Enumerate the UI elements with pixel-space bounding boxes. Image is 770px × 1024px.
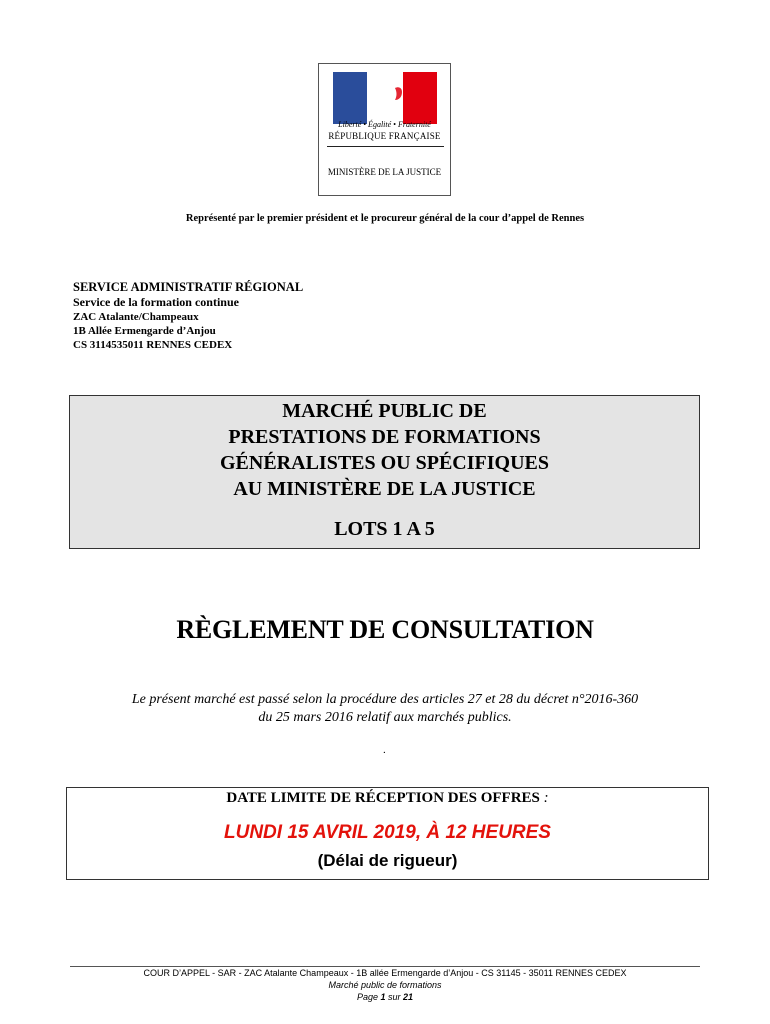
- logo-motto: Liberté • Égalité • Fraternité: [338, 120, 431, 129]
- page-current: 1: [380, 992, 386, 1002]
- procedure-line-2: du 25 mars 2016 relatif aux marchés publics.: [258, 710, 512, 725]
- address-city: CS 3114535011 RENNES CEDEX: [73, 339, 233, 351]
- page-total: 21: [403, 992, 414, 1002]
- stray-dot: .: [383, 744, 386, 756]
- address-department: Service de la formation continue: [73, 295, 239, 309]
- footer-subtitle: Marché public de formations: [328, 980, 442, 990]
- contract-title-line: PRESTATIONS DE FORMATIONS: [228, 426, 541, 448]
- address-service: SERVICE ADMINISTRATIF RÉGIONAL: [73, 280, 304, 294]
- lots-label: LOTS 1 A 5: [334, 518, 435, 540]
- address-zone: ZAC Atalante/Champeaux: [73, 311, 199, 323]
- contract-title-line: AU MINISTÈRE DE LA JUSTICE: [233, 478, 536, 500]
- deadline-colon: :: [543, 790, 549, 806]
- page-footer: [0, 967, 770, 1003]
- procedure-line-1: Le présent marché est passé selon la procédure des articles 27 et 28 du décret n°2016-360: [131, 692, 639, 707]
- deadline-note: (Délai de rigueur): [317, 851, 458, 870]
- deadline-label: [67, 790, 708, 807]
- contract-title-line: MARCHÉ PUBLIC DE: [282, 400, 487, 422]
- contract-title-box: [69, 395, 700, 549]
- ministry-logo: [318, 63, 451, 196]
- page-word: Page: [356, 992, 378, 1002]
- sender-address: [73, 280, 303, 352]
- page-of: sur: [388, 992, 401, 1002]
- logo-divider: [327, 146, 444, 147]
- procedure-text: [0, 691, 770, 727]
- represented-by-line: Représenté par le premier président et le procureur général de la cour d’appel de Rennes: [185, 213, 585, 224]
- deadline-box: [66, 787, 709, 880]
- contract-title-line: GÉNÉRALISTES OU SPÉCIFIQUES: [220, 452, 549, 474]
- marianne-flag-icon: [333, 72, 437, 124]
- address-street: 1B Allée Ermengarde d’Anjou: [73, 325, 216, 337]
- page-number: [0, 991, 770, 1003]
- document-title: RÈGLEMENT DE CONSULTATION: [176, 615, 594, 644]
- deadline-label-text: DATE LIMITE DE RÉCEPTION DES OFFRES: [226, 790, 540, 806]
- logo-republic: RÉPUBLIQUE FRANÇAISE: [328, 131, 441, 141]
- deadline-date: LUNDI 15 AVRIL 2019, À 12 HEURES: [224, 822, 551, 843]
- logo-ministry: MINISTÈRE DE LA JUSTICE: [327, 167, 442, 177]
- footer-address: COUR D’APPEL - SAR - ZAC Atalante Champeaux - 1B allée Ermengarde d’Anjou - CS 31145 - 35011 RENNES CEDEX: [143, 968, 627, 978]
